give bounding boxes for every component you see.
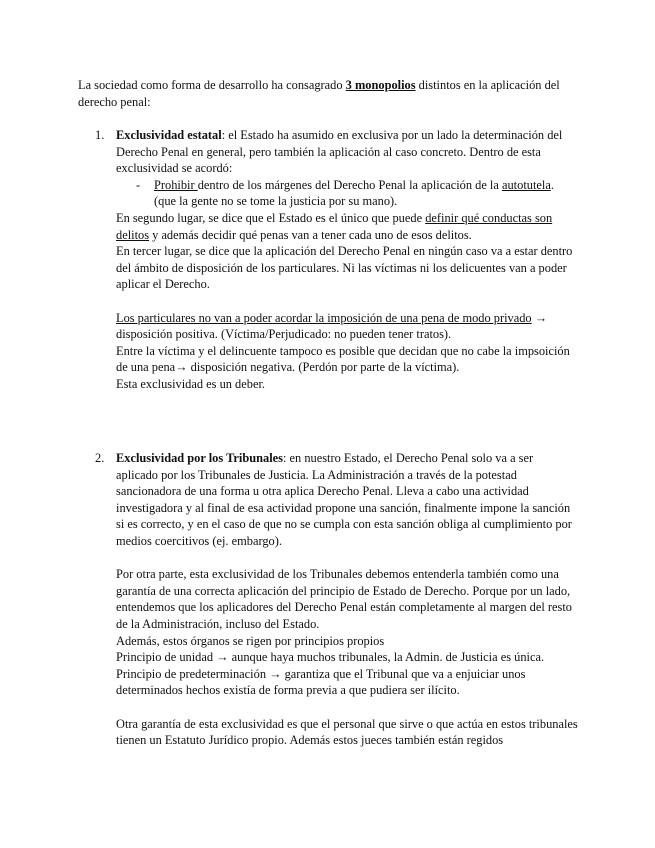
bullet-text: dentro de los márgenes del Derecho Penal la aplicación de la [197,177,502,192]
bullet-continuation: (que la gente no se tome la justicia por su mano). [154,194,398,209]
item1-p4 [116,310,578,343]
item1-p4-text: → disposición positiva. (Víctima/Perjudicado: no pueden tener tratos). [116,310,548,342]
intro-text: La sociedad como forma de desarrollo ha consagrado [78,78,346,92]
item1-p5: Entre la víctima y el delincuente tampoco es posible que decidan que no cabe la impsoición de una pena→ disposición negativa. (Perdón por parte de la víctima). [116,343,570,375]
bullet-dash: - [136,177,141,192]
item2-p3: Además, estos órganos se rigen por principios propios [116,633,385,648]
bullet-prohibir: Prohibir [154,177,198,192]
list-item-exclusividad-estatal [95,127,578,393]
item1-lead [116,127,578,177]
item2-p2: Por otra parte, esta exclusividad de los Tribunales debemos entenderla también como una garantía de una correcta aplicación del principio de Estado de Derecho. Porque por un lado, entendemos que los aplicadores del Derecho Penal están completamente al margen del resto de la Administración, incluso del Estado. [116,567,572,631]
bullet-autotutela: autotutela [501,177,551,192]
item2-p5: Principio de predeterminación → garantiza que el Tribunal que va a enjuiciar unos determinados hechos existía de forma previa a que pudiera ser ilícito. [116,666,526,698]
item1-p2-text-end: y además decidir qué penas van a tener cada uno de esos delitos. [149,227,472,242]
item1-p2-text: En segundo lugar, se dice que el Estado es el único que puede [116,210,426,225]
item1-p3: En tercer lugar, se dice que la aplicación del Derecho Penal en ningún caso va a estar dentro del ámbito de disposición de los particulares. Ni las víctimas ni los delicuentes van a poder aplicar el Derecho. [116,244,573,292]
intro-monopolios: 3 monopolios [345,78,416,92]
item1-p6: Esta exclusividad es un deber. [116,376,265,391]
item1-p2-underlined: definir qué conductas son delitos [116,210,553,242]
item1-title: Exclusividad estatal [116,128,222,142]
item2-title: Exclusividad por los Tribunales [116,451,283,465]
intro-text-end: distintos en la aplicación del derecho penal: [78,78,560,109]
item1-text: : el Estado ha asumido en exclusiva por un lado la determinación del Derecho Penal en general, pero también la aplicación al caso concreto. Dentro de esta exclusividad se acordó: [116,128,563,176]
item2-p6: Otra garantía de esta exclusividad es que el personal que sirve o que actúa en estos tribunales tienen un Estatuto Jurídico propio. Además estos jueces también están regidos [116,716,578,748]
item1-bullet [116,177,578,194]
item2-lead [116,450,578,550]
item2-p4: Principio de unidad → aunque haya muchos tribunales, la Admin. de Justicia es única. [116,650,545,665]
list-number: 2. [95,451,105,465]
bullet-period: . [550,177,554,192]
intro-paragraph [78,77,583,110]
item2-text: : en nuestro Estado, el Derecho Penal solo va a ser aplicado por los Tribunales de Justicia. La Administración a través de la potestad sancionadora de una forma u otra aplica Derecho Penal. Lleva a cabo una actividad investigadora y al final de esa actividad propone una sanción, finalmente impone la sanción si es correcto, y en el caso de que no se cumpla con esta sanción obliga al cumplimiento por medios coercitivos (ej. embargo). [116,451,572,548]
item1-p4-underlined: Los particulares no van a poder acordar la imposición de una pena de modo privado [116,310,532,325]
list-number: 1. [95,128,105,142]
list-item-exclusividad-tribunales [95,450,578,749]
item1-p2 [116,210,578,243]
